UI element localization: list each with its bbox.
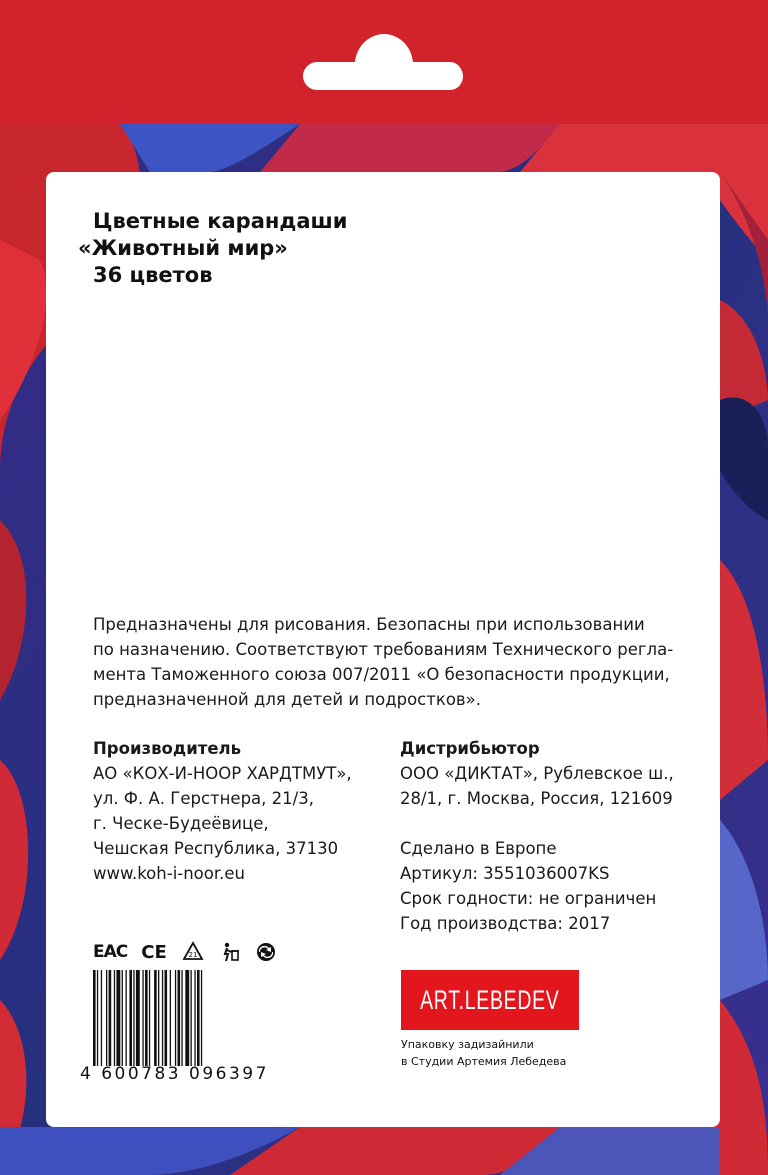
barcode-bar — [97, 970, 98, 1066]
description-line: предназначенной для детей и подростков». — [93, 690, 481, 709]
design-credit-line: в Студии Артемия Лебедева — [401, 1055, 567, 1068]
barcode — [93, 970, 269, 1066]
distributor-line: ООО «ДИКТАТ», Рублевское ш., — [400, 764, 674, 783]
barcode-bar — [158, 970, 159, 1066]
title-line-1: Цветные карандаши — [93, 209, 348, 233]
barcode-bar — [133, 970, 134, 1066]
art-lebedev-logo — [401, 970, 579, 1030]
barcode-bar — [154, 970, 157, 1066]
description-line: мента Таможенного союза 007/2011 «О безопасности продукции, — [93, 665, 670, 684]
design-credit-line: Упаковку задизайнили — [401, 1038, 534, 1051]
manufacturer-line: ул. Ф. А. Герстнера, 21/3, — [93, 789, 314, 808]
spacer — [400, 811, 674, 836]
production-year-line: Год производства: 2017 — [400, 914, 611, 933]
description-line: Предназначены для рисования. Безопасны при использовании — [93, 615, 645, 634]
barcode-number: 4 600783 096397 — [80, 1064, 269, 1084]
distributor-line: 28/1, г. Москва, Россия, 121609 — [400, 789, 673, 808]
manufacturer-line: АО «КОХ-И-НООР ХАРДТМУТ», — [93, 764, 352, 783]
product-title — [78, 208, 348, 289]
origin-line: Сделано в Европе — [400, 839, 557, 858]
manufacturer-heading: Производитель — [93, 739, 242, 758]
recycle-icon — [181, 941, 205, 963]
recycle-number: 21 — [188, 951, 198, 959]
barcode-bar — [114, 970, 115, 1066]
barcode-bar — [191, 970, 192, 1066]
title-line-2: «Животный мир» — [78, 236, 288, 260]
manufacturer-website: www.koh-i-noor.eu — [93, 864, 245, 883]
barcode-bar — [145, 970, 148, 1066]
barcode-bar — [106, 970, 107, 1066]
green-dot-icon — [255, 941, 277, 963]
manufacturer-line: Чешская Республика, 37130 — [93, 839, 339, 858]
manufacturer-block — [93, 736, 352, 886]
certification-marks — [93, 940, 277, 964]
barcode-bar — [142, 970, 143, 1066]
barcode-bar — [165, 970, 168, 1066]
barcode-bar — [122, 970, 123, 1066]
barcode-bar — [194, 970, 195, 1066]
barcode-bar — [197, 970, 200, 1066]
article-line: Артикул: 3551036007KS — [400, 864, 610, 883]
shelf-life-line: Срок годности: не ограничен — [400, 889, 657, 908]
barcode-bar — [201, 970, 202, 1066]
barcode-bar — [185, 970, 189, 1066]
distributor-block — [400, 736, 674, 936]
hang-hole — [289, 34, 478, 90]
barcode-bar — [101, 970, 102, 1066]
logo-text: ART.LEBEDEV — [420, 984, 560, 1015]
barcode-bar — [129, 970, 132, 1066]
distributor-heading: Дистрибьютор — [400, 739, 540, 758]
eac-mark-icon: EAC — [93, 942, 128, 962]
barcode-bar — [109, 970, 112, 1066]
barcode-bar — [136, 970, 140, 1066]
barcode-bar — [126, 970, 127, 1066]
design-credit — [401, 1036, 566, 1070]
barcode-bar — [149, 970, 150, 1066]
barcode-bar — [178, 970, 181, 1066]
title-line-3: 36 цветов — [93, 263, 213, 287]
description-line: по назначению. Соответствуют требованиям Технического регла- — [93, 640, 674, 659]
manufacturer-line: г. Ческе-Будеёвице, — [93, 814, 269, 833]
barcode-bar — [170, 970, 171, 1066]
barcode-bar — [93, 970, 96, 1066]
tidyman-icon — [219, 941, 241, 963]
barcode-bar — [175, 970, 176, 1066]
barcode-bar — [116, 970, 120, 1066]
barcode-bar — [162, 970, 163, 1066]
ce-mark-icon: CE — [141, 941, 167, 963]
barcode-bar — [181, 970, 182, 1066]
description — [93, 612, 693, 712]
